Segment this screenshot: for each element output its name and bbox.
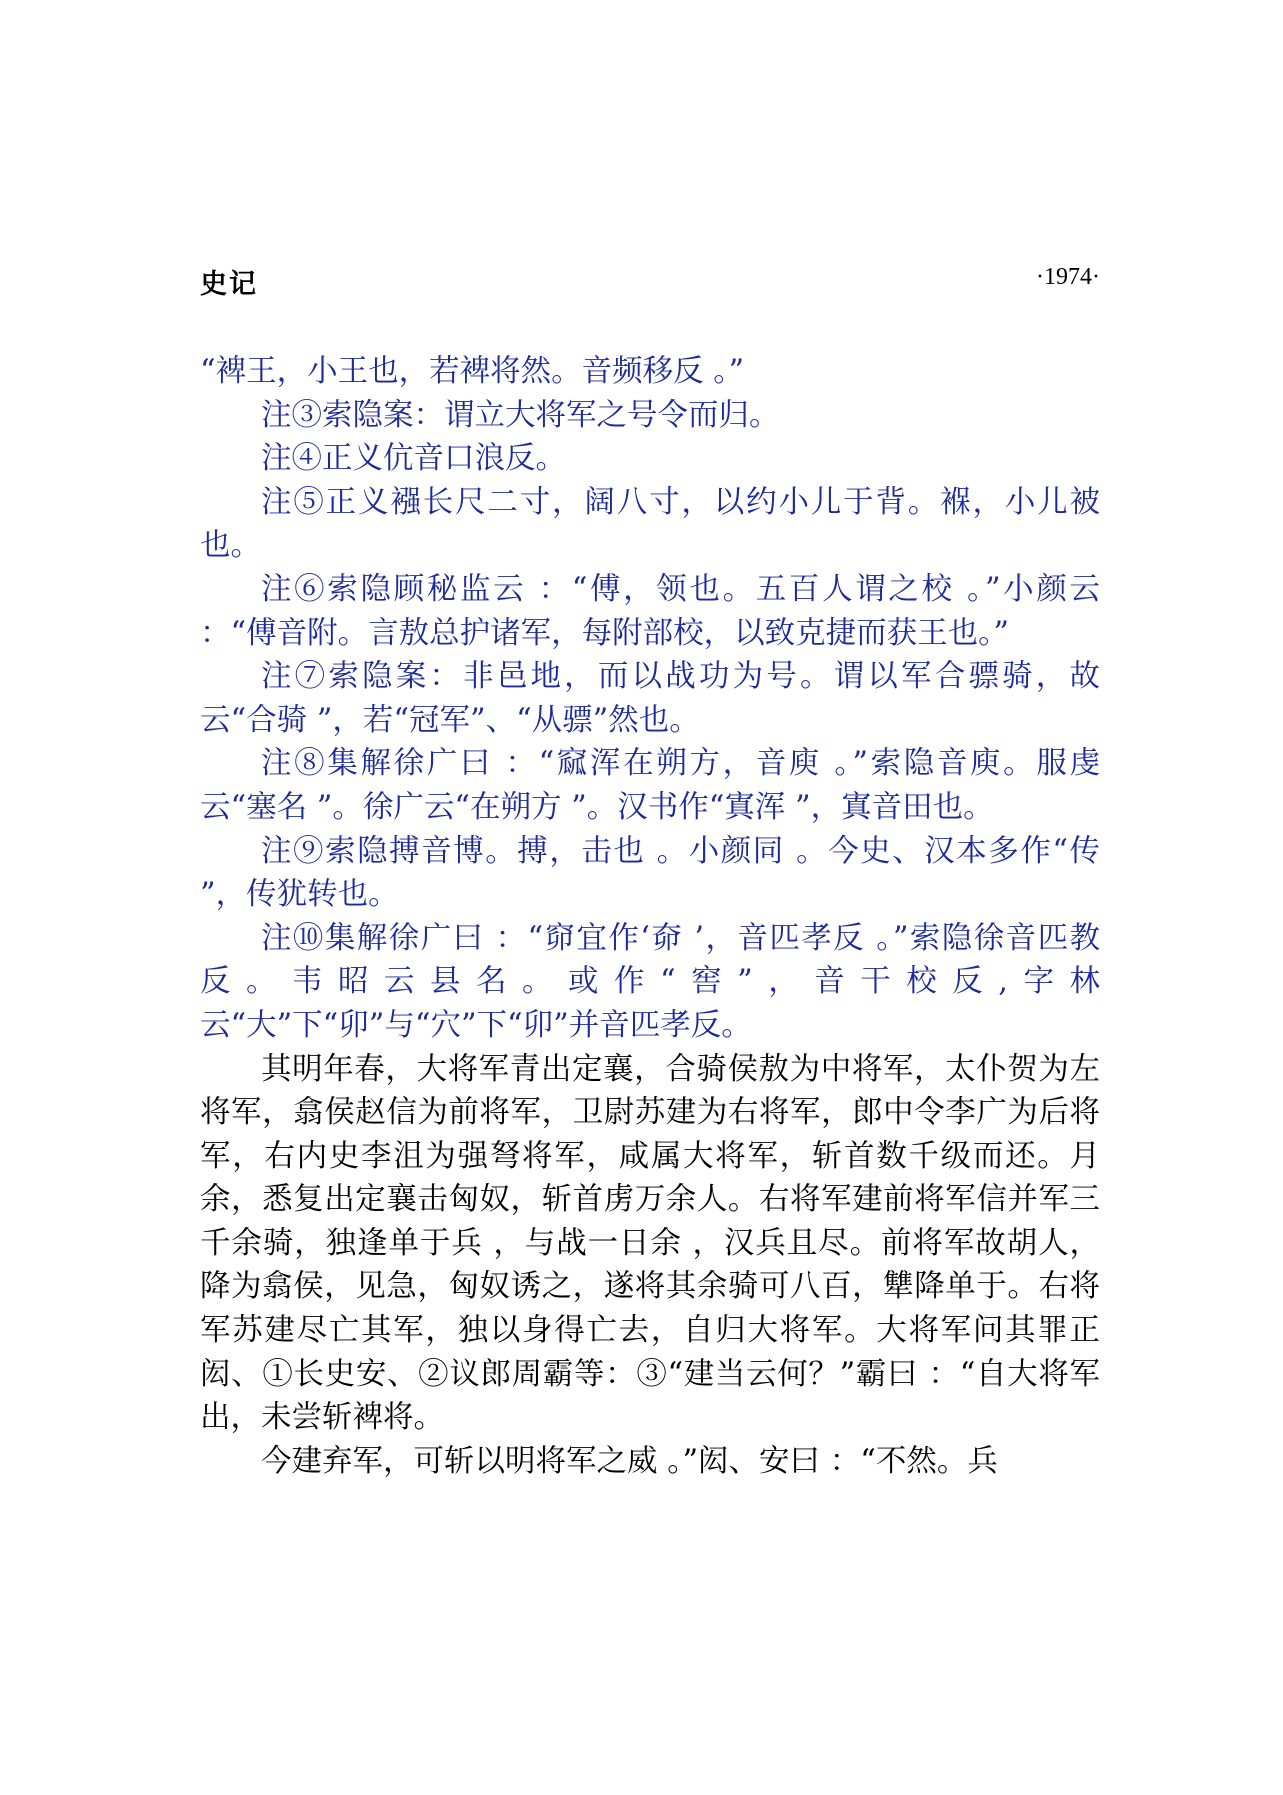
book-title: 史记 [200,269,258,300]
main-text-paragraph: 其明年春，大将军青出定襄，合骑侯敖为中将军，太仆贺为左将军，翕侯赵信为前将军，卫尉苏建为右将军，郎中令李广为后将军，右内史李沮为强弩将军，咸属大将军，斩首数千级而还。月余，悉复出定襄击匈奴，斩首虏万余人。右将军建前将军信并军三千余骑，独逢单于兵 ，与战一日余 ，汉兵且尽。前将军故胡人，降为翕侯，见急，匈奴诱之，遂将其余骑可八百，犨降单于。右将军苏建尽亡其军，独以身得亡去，自归大将军。大将军问其罪正闳、①长史安、②议郎周霸等：③“建当云何？”霸曰 ：“自大将军出，未尝斩裨将。 [200,1051,1100,1436]
note-paragraph: 注⑩集解徐广曰 ：“窌宜作‘奅 ’，音匹孝反 。”索隐徐音匹教反。韦昭云县名。或作“窖”，音干校反,字林云“大”下“卯”与“穴”下“卯”并音匹孝反。 [200,920,1100,1043]
note-paragraph: 注③索隐案：谓立大将军之号令而归。 [261,397,780,433]
note-paragraph: 注⑧集解徐广曰 ：“窳浑在朔方，音庾 。”索隐音庾。服虔云“塞名 ”。徐广云“在朔方 ”。汉书作“寘浑 ”，寘音田也。 [200,746,1100,825]
note-paragraph: 注④正义伉音口浪反。 [261,441,566,477]
note-paragraph: “裨王，小王也，若裨将然。音频移反 。” [200,354,745,389]
page-body [200,350,1100,1483]
note-paragraph: 注⑤正义襁长尺二寸，阔八寸，以约小儿于背。褓，小儿被也。 [200,484,1100,564]
note-paragraph: 注⑦索隐案：非邑地，而以战功为号。谓以军合骠骑，故云“合骑 ”，若“冠军”、“从骠”然也。 [200,659,1100,738]
page-number: ·1974· [1036,264,1100,290]
running-header [200,262,1100,302]
note-paragraph: 注⑥索隐顾秘监云 ：“傅，领也。五百人谓之校 。”小颜云 ：“傅音附。言敖总护诸军，每附部校，以致克捷而获王也。” [200,571,1100,651]
note-paragraph: 注⑨索隐搏音博。搏，击也 。小颜同 。今史、汉本多作“传 ”，传犹转也。 [200,833,1100,913]
main-text-paragraph: 今建弃军，可斩以明将军之威 。”闳、安曰 ：“不然。兵 [261,1443,998,1479]
